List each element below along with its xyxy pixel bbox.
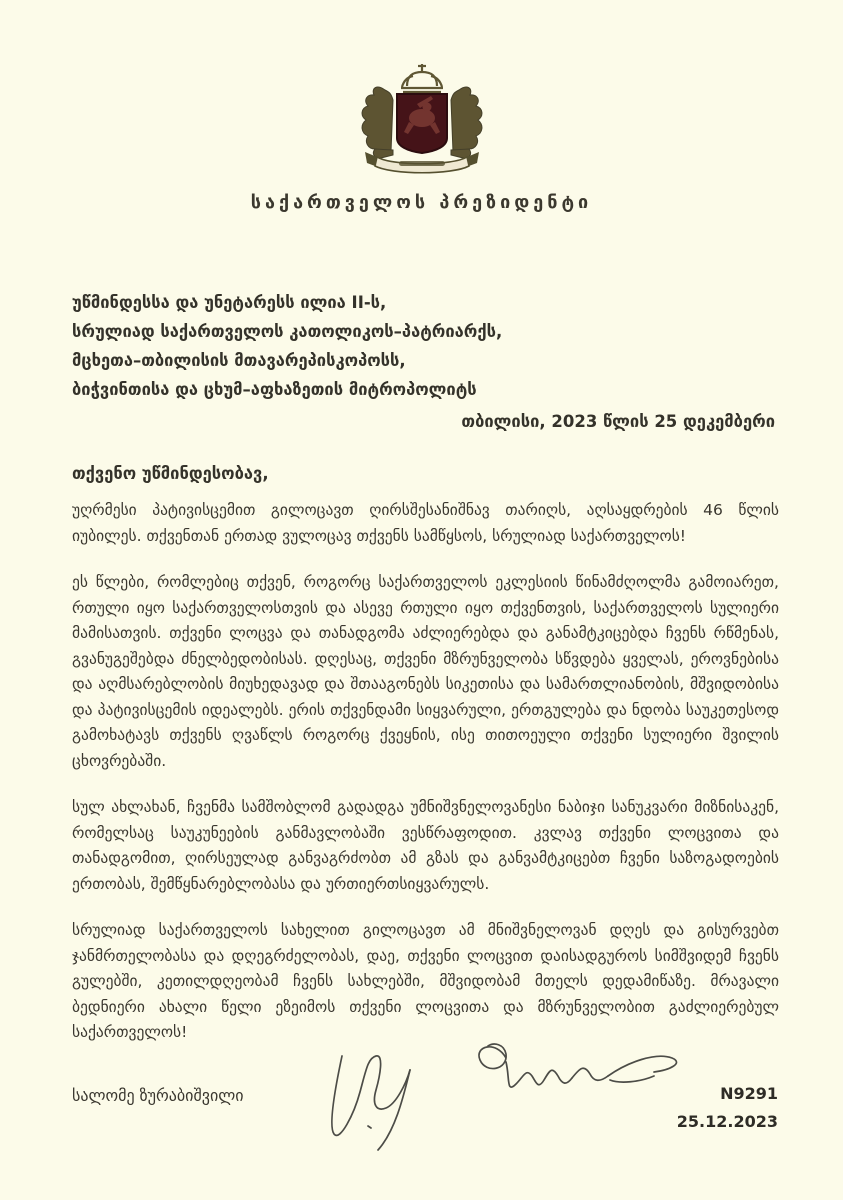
addressee-line: უწმინდესსა და უნეტარესს ილია II-ს, xyxy=(72,293,387,312)
addressee-line: სრულიად საქართველოს კათოლიკოს–პატრიარქს, xyxy=(72,322,503,341)
reference-number: N9291 xyxy=(720,1084,778,1103)
reference-block xyxy=(677,1080,778,1136)
body-paragraph: სრულიად საქართველოს სახელით გილოცავთ ამ მნიშვნელოვან დღეს და გისურვებთ ჯანმრთელობასა და დღეგრძელობას, დაე, თქვენი ლოცვით დაისადგუროს სიმშვიდემ ჩვენს გულებში, კეთილდღეობამ ჩვენს სახლებში, მშვიდობამ მთელს დედამიწაზე. მრავალი ბედნიერი ახალი წელი ეზეიმოს თქვენი ლოცვითა და მზრუნველობით გაძლიერებულ საქართველოს! xyxy=(72,921,779,1041)
body-paragraph: უღრმესი პატივისცემით გილოცავთ ღირსშესანიშნავ თარიღს, აღსაყდრების 46 წლის იუბილეს. თქვენთან ერთად ვულოცავ თქვენს სამწყსოს, სრულიად საქართველოს! xyxy=(72,501,779,545)
handwritten-signature xyxy=(310,1018,710,1168)
letter-body xyxy=(72,498,779,1067)
addressee-line: ბიჭვინთისა და ცხუმ–აფხაზეთის მიტროპოლიტს xyxy=(72,380,477,399)
addressee-block xyxy=(72,288,632,404)
body-paragraph: ეს წლები, რომლებიც თქვენ, როგორც საქართველოს ეკლესიის წინამძღოლმა გამოიარეთ, რთული იყო საქართველოსთვის და ასევე რთული იყო თქვენთვის, საქართველოს სულიერი მამისათვის. თქვენი ლოცვა და თანადგომა აძლიერებდა და განამტკიცებდა ჩვენს რწმენას, გვანუგეშებდა ძნელბედობისას. დღესაც, თქვენი მზრუნველობა სწვდება ყველას, ეროვნებისა და აღმსარებლობის მიუხედავად და შთააგონებს სიკეთისა და სამართლიანობის, მშვიდობისა და პატივისცემის იდეალებს. ერის თქვენდამი სიყვარული, ერთგულება და ნდობა საუკეთესოდ გამოხატავს თქვენს ღვაწლს როგორც ქვეყნის, ისე თითოეული თქვენი სულიერი შვილის ცხოვრებაში. xyxy=(72,573,779,770)
addressee-line: მცხეთა–თბილისის მთავარეპისკოპოსს, xyxy=(72,351,406,370)
page-title: საქართველოს პრეზიდენტი xyxy=(250,192,593,213)
reference-date: 25.12.2023 xyxy=(676,1112,778,1131)
georgia-coat-of-arms-icon xyxy=(347,60,497,182)
dateline: თბილისი, 2023 წლის 25 დეკემბერი xyxy=(461,412,775,431)
salutation: თქვენო უწმინდესობავ, xyxy=(72,464,269,483)
signer-name: სალომე ზურაბიშვილი xyxy=(72,1086,244,1105)
body-paragraph: სულ ახლახან, ჩვენმა სამშობლომ გადადგა უმნიშვნელოვანესი ნაბიჯი სანუკვარი მიზნისაკენ, რომელსაც საუკუნეების განმავლობაში ვესწრაფოდით. კვლავ თქვენი ლოცვითა და თანადგომით, ღირსეულად განვაგრძობთ ამ გზას და განვამტკიცებთ ჩვენი საზოგადოების ერთობას, შემწყნარებლობასა და ურთიერთსიყვარულს. xyxy=(72,798,779,893)
